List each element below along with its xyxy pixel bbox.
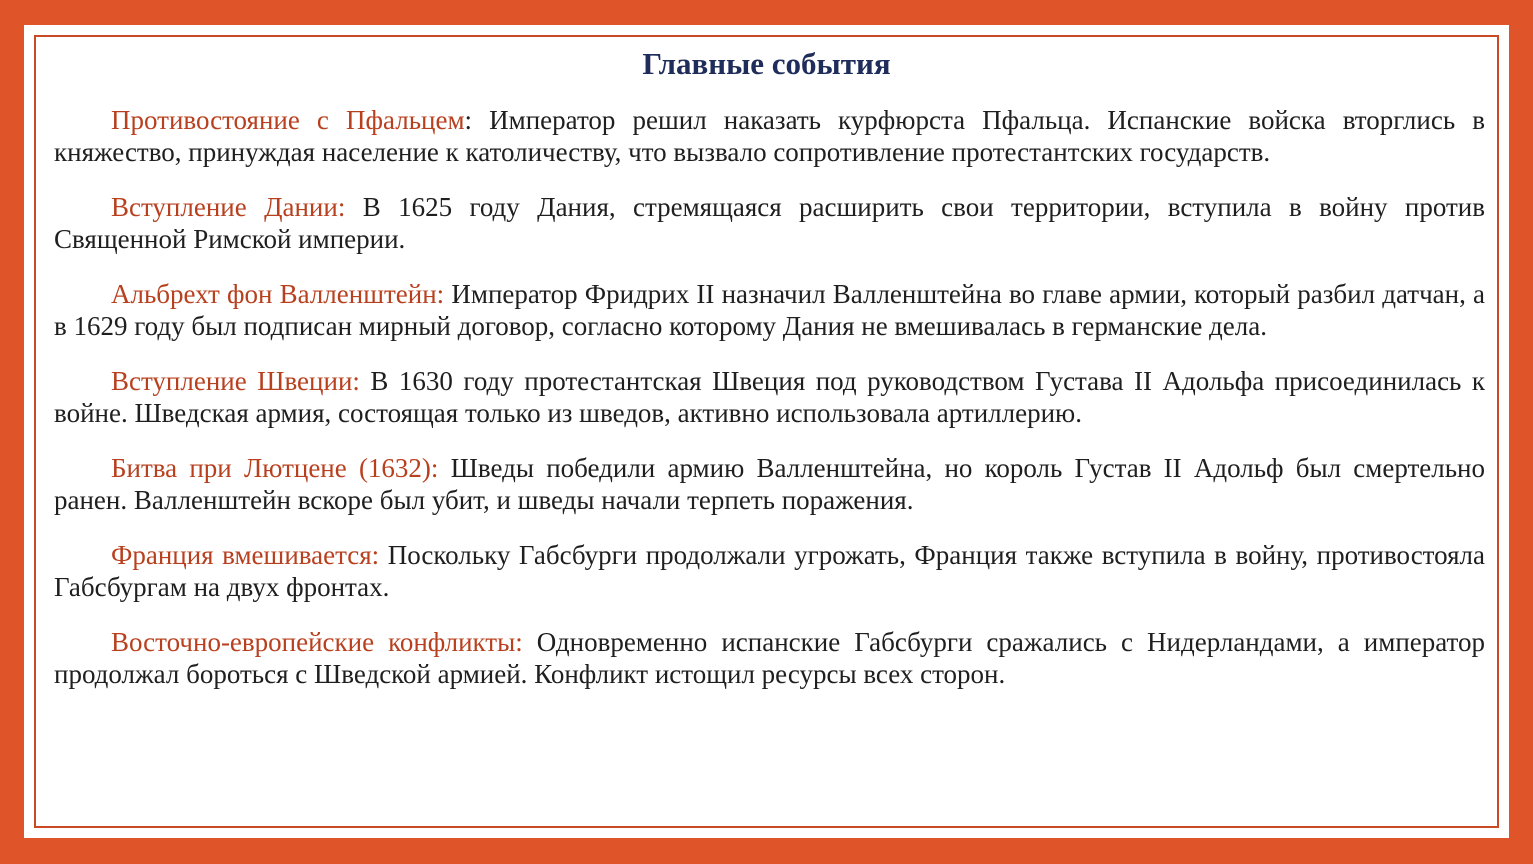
paragraph-text: Одновременно испанские Габсбурги сражались с Нидерландами, а император продолжал бороться с Шведской армией. Конфликт истощил ресурсы всех сторон.: [54, 627, 1485, 689]
paragraph-text: Император Фридрих II назначил Валленштейна во главе армии, который разбил датчан, а в 1629 году был подписан мирный договор, согласно которому Дания не вмешивалась в германские дела.: [54, 279, 1485, 341]
paragraph-label: Франция вмешивается:: [111, 540, 380, 570]
paragraph-label: Вступление Дании:: [111, 192, 346, 222]
slide-title: Главные события: [642, 46, 891, 81]
paragraph-label: Противостояние с Пфальцем: [111, 105, 465, 135]
slide-panel: [24, 25, 1509, 838]
paragraph-sweden: [54, 365, 1485, 429]
paragraph-text: В 1625 году Дания, стремящаяся расширить свои территории, вступила в войну против Священной Римской империи.: [54, 192, 1485, 254]
paragraph-text: Поскольку Габсбурги продолжали угрожать, Франция также вступила в войну, противостояла Габсбургам на двух фронтах.: [54, 540, 1485, 602]
paragraph-pfalz: [54, 104, 1485, 168]
paragraph-label: Битва при Лютцене (1632):: [111, 453, 439, 483]
paragraph-lutzen: [54, 452, 1485, 516]
paragraph-wallenstein: [54, 278, 1485, 342]
paragraph-east-europe: [54, 626, 1485, 690]
paragraph-label: Альбрехт фон Валленштейн:: [111, 279, 445, 309]
paragraph-label: Восточно-европейские конфликты:: [111, 627, 523, 657]
paragraph-label: Вступление Швеции:: [111, 366, 360, 396]
paragraph-text: Шведы победили армию Валленштейна, но король Густав II Адольф был смертельно ранен. Валленштейн вскоре был убит, и шведы начали терпеть поражения.: [54, 453, 1485, 515]
paragraph-france: [54, 539, 1485, 603]
paragraph-text: В 1630 году протестантская Швеция под руководством Густава II Адольфа присоединилась к войне. Шведская армия, состоящая только из шведов, активно использовала артиллерию.: [54, 366, 1485, 428]
slide-content: [54, 104, 1485, 713]
paragraph-text: : Император решил наказать курфюрста Пфальца. Испанские войска вторглись в княжество, принуждая население к католичеству, что вызвало сопротивление протестантских государств.: [54, 105, 1485, 167]
paragraph-denmark: [54, 191, 1485, 255]
